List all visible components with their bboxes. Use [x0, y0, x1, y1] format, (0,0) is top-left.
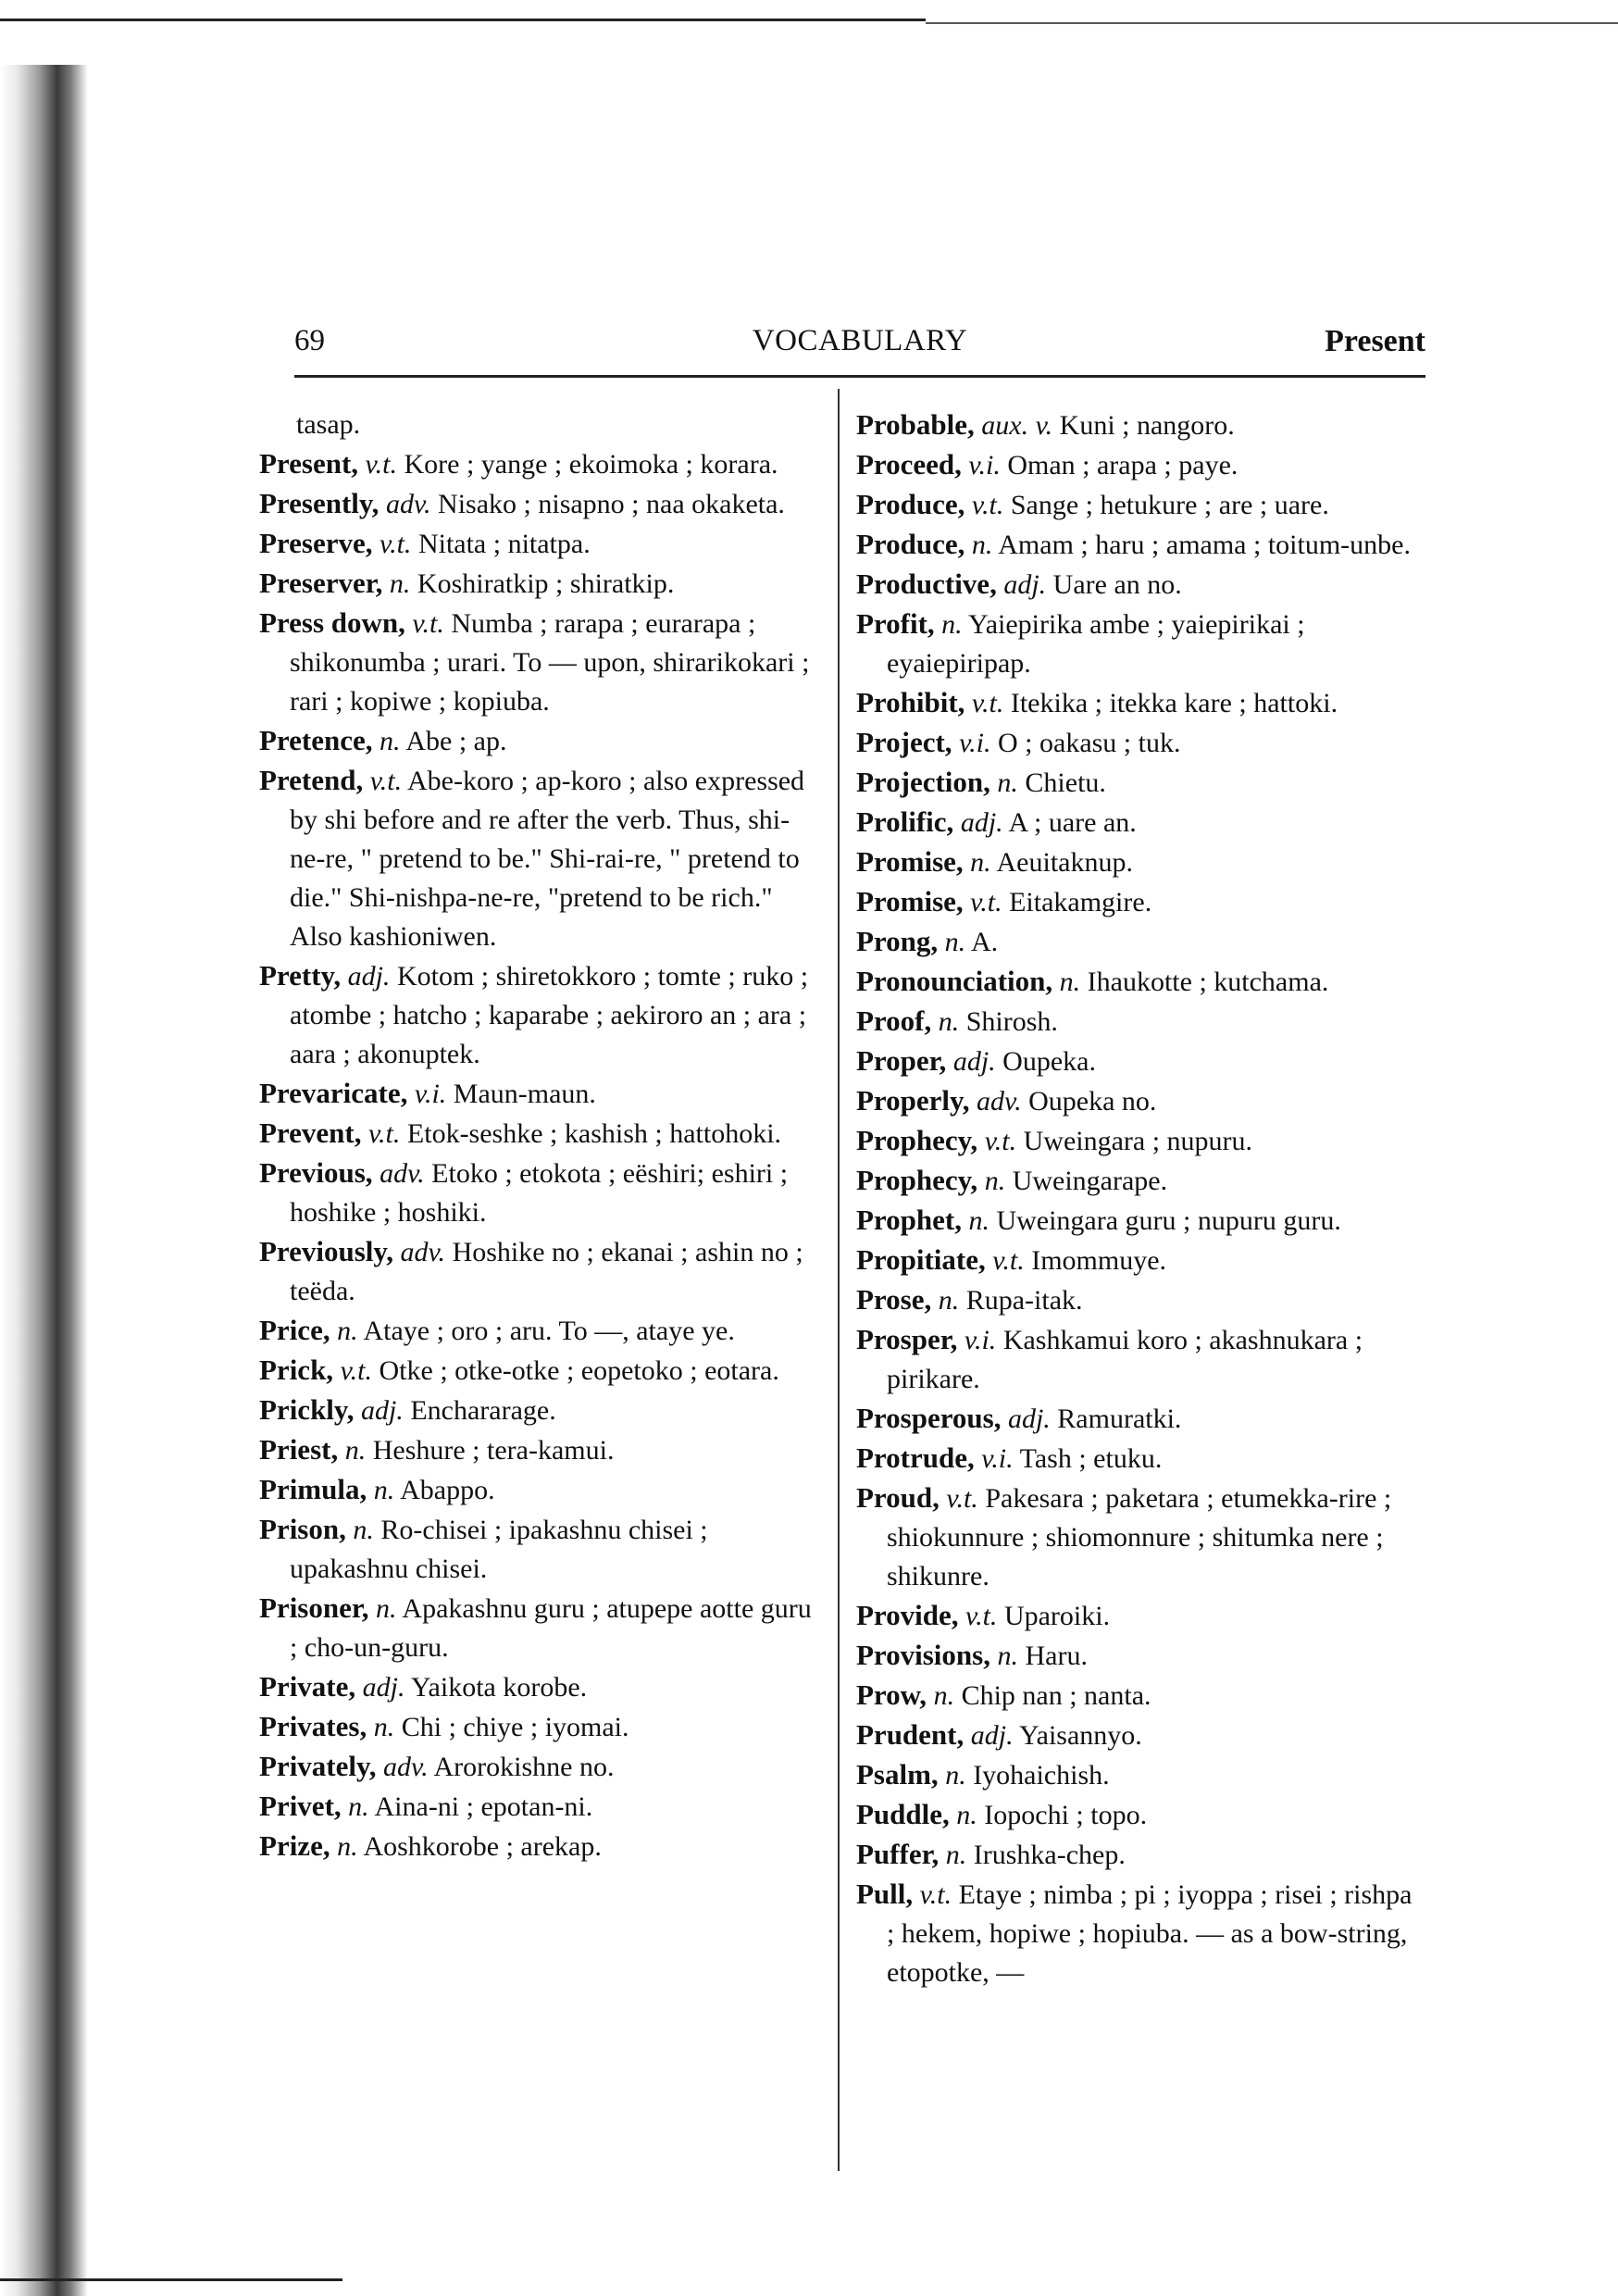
entry-headword: Prophet,: [856, 1204, 962, 1236]
entry-headword: Pull,: [856, 1878, 914, 1910]
entry-headword: Promise,: [856, 885, 964, 917]
entry-definition: Aeuitaknup.: [996, 847, 1133, 878]
entry-part-of-speech: adj.: [960, 807, 1003, 838]
entry-definition: Amam ; haru ; amama ; toitum-unbe.: [998, 530, 1411, 560]
entry-part-of-speech: v.t.: [340, 1355, 372, 1386]
entry-definition: Apakashnu guru ; atupepe aotte guru ; cho-un-guru.: [290, 1593, 812, 1663]
dictionary-entry: [259, 761, 824, 956]
entry-definition: Ihaukotte ; kutchama.: [1087, 967, 1329, 997]
entry-definition: Haru.: [1025, 1641, 1088, 1671]
entry-part-of-speech: adj.: [347, 961, 391, 992]
dictionary-entry: [259, 1311, 824, 1351]
entry-definition: Chietu.: [1025, 767, 1106, 798]
entry-headword: Previously,: [259, 1235, 393, 1267]
entry-headword: Present,: [259, 447, 359, 480]
dictionary-entry: [259, 721, 824, 761]
entry-part-of-speech: n.: [970, 847, 991, 878]
entry-definition: Uparoiki.: [1003, 1601, 1111, 1631]
entry-part-of-speech: v.i.: [964, 1325, 997, 1355]
entry-definition: Abappo.: [400, 1475, 495, 1505]
entry-part-of-speech: v.t.: [946, 1483, 978, 1514]
entry-headword: Privet,: [259, 1790, 342, 1822]
entry-definition: Iyohaichish.: [973, 1760, 1110, 1791]
entry-headword: Puddle,: [856, 1798, 950, 1830]
entry-definition: Ataye ; oro ; aru. To —, ataye ye.: [363, 1316, 735, 1346]
entry-part-of-speech: v.t.: [367, 1118, 401, 1149]
dictionary-entry: [856, 1596, 1421, 1636]
dictionary-entry: [856, 1636, 1421, 1676]
dictionary-entry: [259, 444, 824, 484]
entry-headword: Prosper,: [856, 1323, 958, 1355]
entry-headword: Provide,: [856, 1599, 959, 1631]
dictionary-entry: [259, 484, 824, 524]
entry-headword: Psalm,: [856, 1758, 939, 1791]
entry-part-of-speech: n.: [997, 767, 1018, 798]
dictionary-entry: [259, 1827, 824, 1866]
entry-definition: Hoshike no ; ekanai ; ashin no ; teëda.: [290, 1237, 803, 1306]
entry-part-of-speech: n.: [348, 1791, 369, 1822]
entry-headword: Produce,: [856, 528, 965, 560]
entry-part-of-speech: v.i.: [981, 1443, 1014, 1474]
entry-part-of-speech: v.t.: [992, 1245, 1025, 1276]
dictionary-entry: [856, 1002, 1421, 1042]
dictionary-entry: [856, 1081, 1421, 1121]
dictionary-entry: [259, 1589, 824, 1667]
dictionary-entry: [856, 763, 1421, 803]
entry-definition: Oman ; arapa ; paye.: [1007, 450, 1238, 480]
dictionary-entry: [259, 1510, 824, 1589]
entry-headword: Projection,: [856, 766, 990, 798]
dictionary-entry: [259, 1391, 824, 1430]
entry-definition: Yaisannyo.: [1018, 1720, 1142, 1751]
entry-definition: Uweingarape.: [1012, 1166, 1168, 1196]
entry-definition: Oupeka no.: [1028, 1086, 1157, 1117]
entry-headword: Price,: [259, 1314, 330, 1346]
entry-part-of-speech: v.t.: [971, 490, 1004, 520]
entry-headword: Privately,: [259, 1750, 377, 1782]
entry-headword: Prick,: [259, 1354, 334, 1386]
right-column: [856, 406, 1421, 1992]
dictionary-entry: [856, 842, 1421, 882]
entry-part-of-speech: adv.: [385, 489, 431, 519]
entry-definition: Oupeka.: [1002, 1046, 1096, 1077]
dictionary-entry: [856, 406, 1421, 445]
entry-definition: Heshure ; tera-kamui.: [372, 1435, 615, 1466]
entry-headword: Prong,: [856, 925, 939, 957]
dictionary-entry: [856, 1161, 1421, 1201]
entry-definition: Kore ; yange ; ekoimoka ; korara.: [404, 449, 778, 480]
entry-headword: Prison,: [259, 1513, 346, 1545]
entry-definition: Kuni ; nangoro.: [1059, 410, 1235, 441]
entry-headword: Proof,: [856, 1004, 932, 1037]
entry-headword: Presently,: [259, 487, 380, 519]
column-divider: [838, 389, 840, 2171]
entry-part-of-speech: v.i.: [414, 1079, 447, 1109]
entry-headword: Propitiate,: [856, 1243, 986, 1276]
entry-definition: Yaiepirika ambe ; yaiepirikai ; eyaiepiripap.: [887, 609, 1305, 679]
entry-part-of-speech: aux. v.: [981, 410, 1053, 441]
dictionary-entry: [856, 1835, 1421, 1875]
entry-definition: Tash ; etuku.: [1019, 1443, 1163, 1474]
entry-headword: Provisions,: [856, 1639, 990, 1671]
entry-part-of-speech: v.t.: [412, 608, 444, 639]
entry-definition: A ; uare an.: [1008, 807, 1137, 838]
entry-part-of-speech: n.: [337, 1831, 358, 1862]
dictionary-entry: [856, 723, 1421, 763]
entry-part-of-speech: n.: [944, 927, 966, 957]
entry-definition: Enchararage.: [410, 1395, 556, 1426]
entry-definition: Nisako ; nisapno ; naa okaketa.: [438, 489, 785, 519]
bottom-border-line: [0, 2278, 342, 2281]
entry-definition: Yaikota korobe.: [410, 1672, 588, 1703]
entry-headword: Project,: [856, 726, 952, 758]
header-rule: [294, 375, 1425, 378]
entry-headword: Profit,: [856, 607, 935, 640]
dictionary-entry: [259, 1707, 824, 1747]
entry-headword: Preserve,: [259, 527, 373, 559]
dictionary-entry: [259, 1787, 824, 1827]
dictionary-entry: [856, 445, 1421, 485]
entry-part-of-speech: adj.: [362, 1672, 405, 1703]
entry-definition: Abe ; ap.: [405, 726, 507, 756]
entry-headword: Prudent,: [856, 1718, 965, 1751]
entry-definition: Shirosh.: [965, 1006, 1058, 1037]
dictionary-entry: [259, 524, 824, 564]
entry-headword: Proud,: [856, 1481, 940, 1514]
entry-definition: Pakesara ; paketara ; etumekka-rire ; shiokunnure ; shiomonnure ; shitumka nere ; shikunre.: [887, 1483, 1392, 1591]
entry-headword: Productive,: [856, 568, 997, 600]
entry-part-of-speech: n.: [984, 1166, 1006, 1196]
entry-headword: Preserver,: [259, 567, 383, 599]
dictionary-entry: [856, 1241, 1421, 1280]
dictionary-entry: [856, 962, 1421, 1002]
dictionary-entry: [259, 1470, 824, 1510]
entry-definition: Rupa-itak.: [965, 1285, 1083, 1316]
entry-headword: Proceed,: [856, 448, 962, 480]
entry-definition: Imommuye.: [1031, 1245, 1167, 1276]
entry-headword: Prolific,: [856, 805, 954, 838]
dictionary-entry: [856, 605, 1421, 683]
entry-part-of-speech: v.t.: [965, 1601, 998, 1631]
entry-part-of-speech: n.: [380, 726, 401, 756]
entry-part-of-speech: adv.: [977, 1086, 1022, 1117]
dictionary-entry: [856, 1439, 1421, 1479]
entry-definition: Nitata ; nitatpa.: [417, 529, 591, 559]
entry-headword: Properly,: [856, 1084, 970, 1117]
entry-headword: Promise,: [856, 845, 964, 878]
entry-headword: Pretty,: [259, 959, 342, 992]
dictionary-entry: [856, 803, 1421, 842]
guide-word: Present: [1325, 324, 1425, 358]
dictionary-entry: [259, 1351, 824, 1391]
dictionary-entry: [259, 1232, 824, 1311]
entry-part-of-speech: n.: [389, 568, 411, 599]
entry-part-of-speech: n.: [997, 1641, 1018, 1671]
dictionary-entry: [259, 604, 824, 721]
entry-headword: Prosperous,: [856, 1402, 1002, 1434]
entry-part-of-speech: n.: [941, 609, 963, 640]
entry-part-of-speech: n.: [1059, 967, 1081, 997]
entry-definition: Uare an no.: [1052, 569, 1182, 600]
entry-headword: Prickly,: [259, 1393, 355, 1426]
entry-part-of-speech: v.t.: [971, 688, 1004, 718]
dictionary-entry: [259, 1667, 824, 1707]
dictionary-entry: [856, 1399, 1421, 1439]
dictionary-entry: [856, 1676, 1421, 1716]
entry-definition: Kotom ; shiretokkoro ; tomte ; ruko ; atombe ; hatcho ; kaparabe ; aekiroro an ; ara ; aara ; akonuptek.: [290, 961, 809, 1069]
entry-definition: Aoshkorobe ; arekap.: [363, 1831, 602, 1862]
entry-part-of-speech: n.: [933, 1680, 955, 1711]
dictionary-entry: [856, 1320, 1421, 1399]
dictionary-entry: [856, 1479, 1421, 1596]
dictionary-entry: [856, 683, 1421, 723]
entry-headword: Prow,: [856, 1678, 927, 1711]
entry-headword: Prophecy,: [856, 1124, 978, 1156]
entry-headword: Pretend,: [259, 764, 364, 796]
dictionary-entry: [856, 1201, 1421, 1241]
entry-part-of-speech: adj.: [1003, 569, 1047, 600]
dictionary-entry: [856, 1042, 1421, 1081]
entry-part-of-speech: v.i.: [959, 728, 991, 758]
page-header: [294, 324, 1425, 361]
entry-part-of-speech: adj.: [360, 1395, 404, 1426]
entry-headword: Prisoner,: [259, 1591, 369, 1624]
entry-definition: Sange ; hetukure ; are ; uare.: [1010, 490, 1329, 520]
entry-definition: Itekika ; itekka kare ; hattoki.: [1010, 688, 1338, 718]
entry-part-of-speech: v.t.: [984, 1126, 1017, 1156]
dictionary-entry: [856, 1716, 1421, 1755]
entry-headword: Prose,: [856, 1283, 932, 1316]
dictionary-entry: [259, 1074, 824, 1114]
entry-part-of-speech: n.: [938, 1285, 960, 1316]
entry-headword: Pronounciation,: [856, 965, 1053, 997]
entry-definition: Abe-koro ; ap-koro ; also expressed by shi before and re after the verb. Thus, shi-ne-re, " pretend to be." Shi-rai-re, " pretend to die." Shi-nishpa-ne-re, "pretend to be rich." Also kashioniwen.: [290, 766, 805, 952]
entry-part-of-speech: n.: [938, 1006, 960, 1037]
dictionary-entry: [259, 1747, 824, 1787]
entry-part-of-speech: adj.: [952, 1046, 996, 1077]
entry-definition: Kashkamui koro ; akashnukara ; pirikare.: [887, 1325, 1363, 1394]
entry-headword: Prohibit,: [856, 686, 965, 718]
entry-part-of-speech: n.: [337, 1316, 358, 1346]
entry-part-of-speech: n.: [376, 1593, 397, 1624]
dictionary-entry: [856, 1875, 1421, 1992]
dictionary-entry: [259, 1430, 824, 1470]
entry-part-of-speech: n.: [945, 1760, 966, 1791]
entry-headword: Private,: [259, 1670, 356, 1703]
entry-headword: Prize,: [259, 1829, 330, 1862]
entry-part-of-speech: v.t.: [365, 449, 397, 480]
entry-definition: Eitakamgire.: [1009, 887, 1152, 917]
entry-part-of-speech: adv.: [380, 1158, 425, 1189]
entry-part-of-speech: n.: [968, 1205, 989, 1236]
dictionary-entry: [856, 1755, 1421, 1795]
entry-definition: Irushka-chep.: [973, 1840, 1126, 1870]
entry-part-of-speech: n.: [945, 1840, 967, 1870]
entry-headword: Probable,: [856, 408, 975, 441]
entry-headword: Privates,: [259, 1710, 367, 1742]
running-title: VOCABULARY: [752, 324, 968, 357]
top-border-line: [0, 19, 926, 21]
dictionary-entry: [856, 485, 1421, 525]
entry-definition: Etoko ; etokota ; eëshiri; eshiri ; hoshike ; hoshiki.: [290, 1158, 789, 1228]
left-column: [259, 406, 824, 1866]
entry-headword: Protrude,: [856, 1441, 975, 1474]
top-border-line-right: [926, 22, 1618, 24]
dictionary-entry: [259, 1114, 824, 1154]
entry-part-of-speech: n.: [344, 1435, 367, 1466]
entry-headword: Proper,: [856, 1044, 947, 1077]
dictionary-entry: [259, 406, 824, 444]
entry-headword: Primula,: [259, 1473, 367, 1505]
entry-definition: Ramuratki.: [1057, 1404, 1182, 1434]
entry-part-of-speech: v.t.: [380, 529, 412, 559]
dictionary-entry: [856, 1280, 1421, 1320]
entry-definition: Chip nan ; nanta.: [961, 1680, 1151, 1711]
entry-part-of-speech: n.: [971, 530, 993, 560]
entry-definition: Uweingara ; nupuru.: [1023, 1126, 1253, 1156]
dictionary-entry: [856, 1121, 1421, 1161]
entry-headword: Produce,: [856, 488, 965, 520]
entry-definition: Koshiratkip ; shiratkip.: [417, 568, 675, 599]
entry-definition: O ; oakasu ; tuk.: [998, 728, 1181, 758]
entry-definition: Chi ; chiye ; iyomai.: [401, 1712, 629, 1742]
entry-definition: Iopochi ; topo.: [984, 1800, 1148, 1830]
entry-part-of-speech: n.: [373, 1475, 395, 1505]
entry-definition: Maun-maun.: [453, 1079, 596, 1109]
entry-definition: Aina-ni ; epotan-ni.: [374, 1791, 593, 1822]
entry-definition: Arorokishne no.: [433, 1752, 615, 1782]
entry-part-of-speech: v.t.: [369, 766, 403, 796]
entry-part-of-speech: adv.: [400, 1237, 446, 1267]
entry-definition: Uweingara guru ; nupuru guru.: [996, 1205, 1341, 1236]
dictionary-entry: [856, 882, 1421, 922]
dictionary-entry: [856, 525, 1421, 565]
dictionary-entry: [856, 1795, 1421, 1835]
entry-definition: Etaye ; nimba ; pi ; iyoppa ; risei ; rishpa ; hekem, hopiwe ; hopiuba. — as a bow-string, etopotke, —: [887, 1879, 1413, 1988]
entry-part-of-speech: v.t.: [970, 887, 1002, 917]
entry-part-of-speech: adv.: [383, 1752, 429, 1782]
entry-headword: Puffer,: [856, 1838, 940, 1870]
entry-part-of-speech: v.t.: [919, 1879, 952, 1910]
entry-headword: Previous,: [259, 1156, 373, 1189]
entry-part-of-speech: v.i.: [968, 450, 1001, 480]
dictionary-entry: [856, 565, 1421, 605]
entry-definition: A.: [971, 927, 999, 957]
entry-part-of-speech: n.: [373, 1712, 395, 1742]
book-spine-shadow: [0, 65, 88, 2296]
page-number: 69: [294, 324, 325, 357]
entry-definition: Ro-chisei ; ipakashnu chisei ; upakashnu chisei.: [290, 1515, 708, 1584]
entry-definition: tasap.: [296, 409, 361, 440]
dictionary-entry: [856, 922, 1421, 962]
entry-headword: Pretence,: [259, 724, 373, 756]
dictionary-entry: [259, 564, 824, 604]
entry-part-of-speech: n.: [353, 1515, 374, 1545]
dictionary-entry: [259, 1154, 824, 1232]
entry-part-of-speech: adj.: [1007, 1404, 1051, 1434]
entry-headword: Prevaricate,: [259, 1077, 408, 1109]
entry-part-of-speech: n.: [956, 1800, 977, 1830]
entry-definition: Numba ; rarapa ; eurarapa ; shikonumba ; urari. To — upon, shirarikokari ; rari ; kopiwe ; kopiuba.: [290, 608, 810, 717]
entry-headword: Priest,: [259, 1433, 339, 1466]
entry-definition: Etok-seshke ; kashish ; hattohoki.: [406, 1118, 782, 1149]
entry-part-of-speech: adj.: [970, 1720, 1014, 1751]
dictionary-entry: [259, 956, 824, 1074]
entry-definition: Otke ; otke-otke ; eopetoko ; eotara.: [379, 1355, 779, 1386]
entry-headword: Press down,: [259, 606, 405, 639]
entry-headword: Prevent,: [259, 1117, 362, 1149]
entry-headword: Prophecy,: [856, 1164, 978, 1196]
